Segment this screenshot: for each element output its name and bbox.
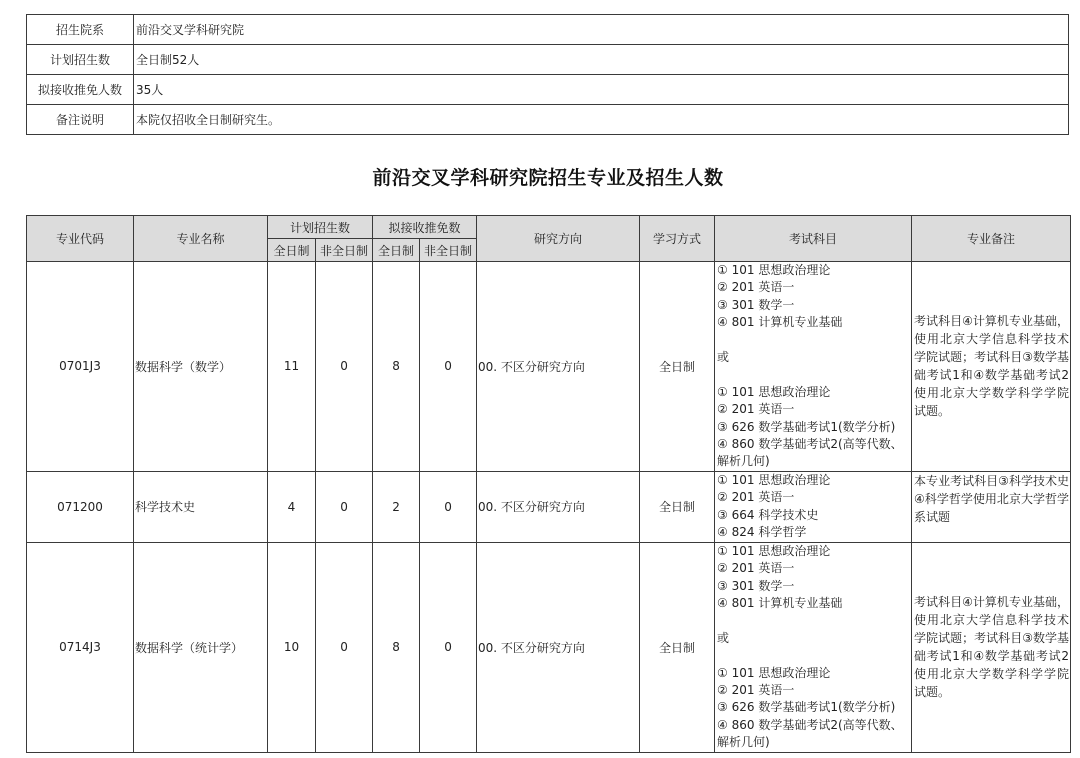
exam-line: ③ 301 数学一 [717,297,795,312]
study-mode: 全日制 [640,471,715,542]
exam-line: 或 [717,630,730,645]
header-code: 专业代码 [27,216,134,262]
exam-line: ① 101 思想政治理论 [717,384,831,399]
major-name: 数据科学（统计学） [134,542,268,752]
table-row [27,471,1071,542]
exam-spacer [717,647,911,664]
exam-line: ① 101 思想政治理论 [717,543,831,558]
exam-line: ③ 626 数学基础考试1(数学分析) [717,700,896,715]
research-direction: 00. 不区分研究方向 [477,471,640,542]
major-remarks: 本专业考试科目③科学技术史④科学哲学使用北京大学哲学系试题 [912,471,1071,542]
header-plan-parttime: 非全日制 [316,239,373,262]
table-row [27,262,1071,472]
exam-subjects [715,262,912,472]
info-label: 招生院系 [27,15,134,45]
header-plan-fulltime: 全日制 [268,239,316,262]
info-row [27,105,1069,135]
info-row [27,75,1069,105]
info-label: 计划招生数 [27,45,134,75]
info-value: 前沿交叉学科研究院 [134,15,1069,45]
info-label: 备注说明 [27,105,134,135]
info-row [27,15,1069,45]
info-value: 全日制52人 [134,45,1069,75]
rec-parttime: 0 [420,262,477,472]
rec-fulltime: 8 [373,542,420,752]
header-plan: 计划招生数 [268,216,373,239]
exam-line: ② 201 英语一 [717,402,795,417]
research-direction: 00. 不区分研究方向 [477,262,640,472]
plan-fulltime: 11 [268,262,316,472]
exam-line: ② 201 英语一 [717,490,795,505]
majors-table [26,215,1071,753]
plan-parttime: 0 [316,262,373,472]
info-row [27,45,1069,75]
major-code: 0714J3 [27,542,134,752]
header-row [27,216,1071,239]
plan-fulltime: 10 [268,542,316,752]
info-value: 本院仅招收全日制研究生。 [134,105,1069,135]
header-rec-fulltime: 全日制 [373,239,420,262]
exam-line: ① 101 思想政治理论 [717,665,831,680]
exam-line: ② 201 英语一 [717,683,795,698]
exam-line: 解析几何) [717,735,770,750]
table-row [27,542,1071,752]
rec-fulltime: 8 [373,262,420,472]
exam-line: 解析几何) [717,454,770,469]
header-exam: 考试科目 [715,216,912,262]
major-name: 科学技术史 [134,471,268,542]
exam-line: ④ 824 科学哲学 [717,525,807,540]
exam-line: ③ 301 数学一 [717,578,795,593]
rec-parttime: 0 [420,542,477,752]
header-recommend: 拟接收推免数 [373,216,477,239]
info-value: 35人 [134,75,1069,105]
college-info-table [26,14,1069,135]
exam-line: ④ 801 计算机专业基础 [717,596,843,611]
plan-parttime: 0 [316,471,373,542]
major-remarks: 考试科目④计算机专业基础，使用北京大学信息科学技术学院试题；考试科目③数学基础考试1和④数学基础考试2使用北京大学数学科学学院试题。 [912,262,1071,472]
exam-line: ② 201 英语一 [717,561,795,576]
rec-fulltime: 2 [373,471,420,542]
exam-line: 或 [717,350,730,365]
plan-fulltime: 4 [268,471,316,542]
exam-line: ④ 801 计算机专业基础 [717,315,843,330]
major-code: 0701J3 [27,262,134,472]
exam-line: ② 201 英语一 [717,280,795,295]
exam-spacer [717,332,911,349]
exam-line: ③ 664 科学技术史 [717,507,819,522]
exam-line: ① 101 思想政治理论 [717,473,831,488]
plan-parttime: 0 [316,542,373,752]
info-label: 拟接收推免人数 [27,75,134,105]
study-mode: 全日制 [640,262,715,472]
study-mode: 全日制 [640,542,715,752]
exam-subjects [715,471,912,542]
rec-parttime: 0 [420,471,477,542]
exam-line: ④ 860 数学基础考试2(高等代数、 [717,437,903,452]
major-name: 数据科学（数学） [134,262,268,472]
page-title: 前沿交叉学科研究院招生专业及招生人数 [372,167,724,189]
exam-line: ① 101 思想政治理论 [717,263,831,277]
major-remarks: 考试科目④计算机专业基础，使用北京大学信息科学技术学院试题；考试科目③数学基础考试1和④数学基础考试2使用北京大学数学科学学院试题。 [912,542,1071,752]
research-direction: 00. 不区分研究方向 [477,542,640,752]
header-direction: 研究方向 [477,216,640,262]
exam-spacer [717,612,911,629]
major-code: 071200 [27,471,134,542]
exam-line: ③ 626 数学基础考试1(数学分析) [717,419,896,434]
header-rec-parttime: 非全日制 [420,239,477,262]
exam-spacer [717,366,911,383]
exam-line: ④ 860 数学基础考试2(高等代数、 [717,717,903,732]
header-name: 专业名称 [134,216,268,262]
exam-subjects [715,542,912,752]
header-mode: 学习方式 [640,216,715,262]
header-remarks: 专业备注 [912,216,1071,262]
